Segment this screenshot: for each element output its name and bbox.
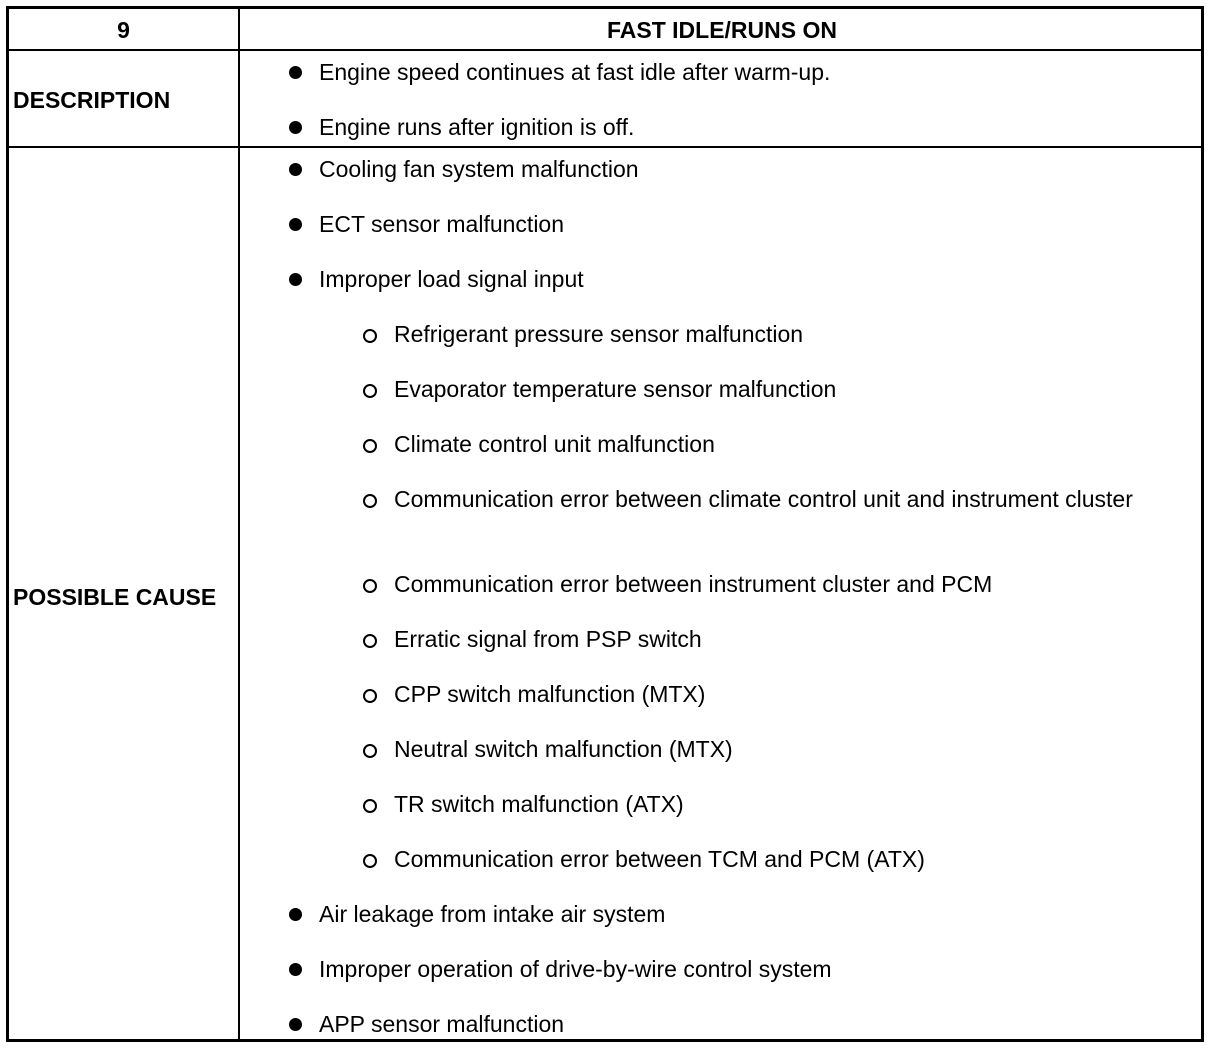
- cause-sub-item: Evaporator temperature sensor malfunction: [394, 376, 837, 402]
- sub-bullet-icon: [363, 439, 377, 453]
- description-item: Engine speed continues at fast idle after warm-up.: [319, 59, 831, 85]
- bullet-icon: [289, 66, 302, 79]
- cause-item: Air leakage from intake air system: [319, 901, 666, 927]
- cause-item: ECT sensor malfunction: [319, 211, 565, 237]
- column-divider: [238, 9, 240, 1039]
- header-divider: [9, 49, 1201, 51]
- sub-bullet-icon: [363, 744, 377, 758]
- cause-item: Cooling fan system malfunction: [319, 156, 639, 182]
- description-item: Engine runs after ignition is off.: [319, 114, 635, 140]
- bullet-icon: [289, 1018, 302, 1031]
- sub-bullet-icon: [363, 329, 377, 343]
- cause-sub-item: Neutral switch malfunction (MTX): [394, 736, 733, 762]
- bullet-icon: [289, 163, 302, 176]
- cause-sub-item: Climate control unit malfunction: [394, 431, 715, 457]
- sub-bullet-icon: [363, 579, 377, 593]
- row-divider: [9, 146, 1201, 148]
- bullet-icon: [289, 218, 302, 231]
- cause-item: Improper load signal input: [319, 266, 584, 292]
- troubleshooting-number: 9: [117, 17, 130, 43]
- cause-sub-item: Communication error between TCM and PCM (ATX): [394, 846, 925, 872]
- cause-sub-item: Communication error between climate control unit and instrument cluster: [394, 486, 1133, 512]
- sub-bullet-icon: [363, 494, 377, 508]
- diagnostic-table: [6, 6, 1204, 1042]
- bullet-icon: [289, 121, 302, 134]
- cause-sub-item: Communication error between instrument cluster and PCM: [394, 571, 993, 597]
- cause-sub-item: TR switch malfunction (ATX): [394, 791, 684, 817]
- sub-bullet-icon: [363, 854, 377, 868]
- troubleshooting-title: FAST IDLE/RUNS ON: [606, 17, 837, 43]
- cause-sub-item: Erratic signal from PSP switch: [394, 626, 702, 652]
- sub-bullet-icon: [363, 799, 377, 813]
- cause-item: Improper operation of drive-by-wire control system: [319, 956, 832, 982]
- sub-bullet-icon: [363, 634, 377, 648]
- cause-sub-item: CPP switch malfunction (MTX): [394, 681, 706, 707]
- description-label: DESCRIPTION: [13, 87, 171, 113]
- sub-bullet-icon: [363, 384, 377, 398]
- possible-cause-label: POSSIBLE CAUSE: [13, 584, 217, 610]
- cause-item: APP sensor malfunction: [319, 1011, 565, 1037]
- cause-sub-item: Refrigerant pressure sensor malfunction: [394, 321, 804, 347]
- bullet-icon: [289, 908, 302, 921]
- bullet-icon: [289, 273, 302, 286]
- bullet-icon: [289, 963, 302, 976]
- sub-bullet-icon: [363, 689, 377, 703]
